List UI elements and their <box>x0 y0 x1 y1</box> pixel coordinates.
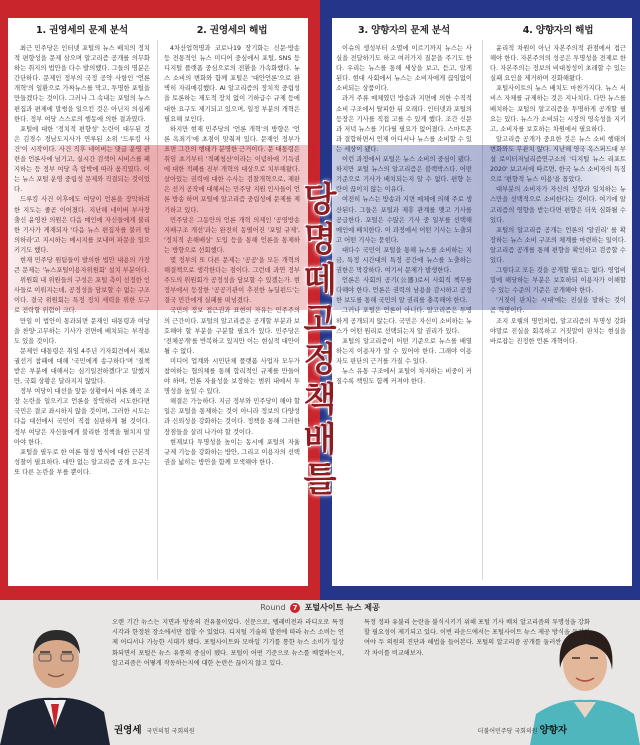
paragraph: 여전히 뉴스는 방송과 지면 매체에 의해 주로 생산된다. 그들은 포털과 제휴 관계를 맺고 기사를 공급한다. 포털은 수많은 기사 중 일부를 선택해 메인에 배치한다. 이 과정에서 어떤 기사는 노출되고 어떤 기사는 묻힌다. <box>336 196 472 244</box>
paragraph: 대부분의 소비자가 자신의 성향과 일치하는 뉴스만을 선택적으로 소비한다는 것이다. 여기에 알고리즘의 영향을 받는다면 편향은 더욱 심화될 수 있다. <box>490 186 626 224</box>
paragraph: 국민의 정보 접근권과 표현의 자유는 민주주의의 근간이다. 포털의 알고리즘은 공개할 부분과 보호해야 할 부분을 구분할 필요가 있다. 민주당은 '전체공개'를 반복하고 있지만 이는 현실적 대안이 될 수 없다. <box>164 307 300 355</box>
banner-char: 책 <box>303 380 337 420</box>
banner-char: 당 <box>303 180 337 220</box>
column-4-heading: 4. 양향자의 해법 <box>522 25 594 36</box>
paragraph: 알고리즘 공개가 중요한 것은 뉴스 소비 행태의 변화와도 무관치 않다. 지난해 영국 옥스퍼드대 부설 로이터저널리즘연구소의 '디지털 뉴스 리포트 2020' 보고서에 따르면, 한국 뉴스 소비자의 특징으로 '편향적 뉴스 이용'을 꼽았다. <box>490 135 626 184</box>
caption-right <box>418 722 570 736</box>
right-article-panel <box>332 18 632 586</box>
intro-text-left: 오랜 기간 뉴스는 지면과 방송의 전유물이었다. 신문으로, 텔레비전과 라디오로 특정 시각과 한정된 장소에서만 접할 수 있었다. 디지털 기술의 발전에 따라 뉴스 소비는 언제 어디서나 가능한 시대가 됐다. 포털사이트와 모바일 기기를 통한 뉴스 소비가 일상화되면서 포털은 뉴스 유통의 중심이 됐다. 포털이 어떤 기준으로 뉴스를 배열하는지, 알고리즘은 어떻게 작동하는지에 대한 논란은 끊이지 않고 있다. <box>112 619 344 667</box>
banner-char: 배 <box>303 420 337 460</box>
banner-char: 명 <box>303 220 337 260</box>
column-3-heading: 3. 양향자의 문제 분석 <box>358 25 450 36</box>
paragraph: 이슈의 생성부터 소멸에 이르기까지 뉴스는 사실을 전달하기도 하고 여러가지 질문을 주기도 한다. 우리는 뉴스를 통해 세상을 보고, 듣고, 알게 된다. 현대 사회에서 뉴스는 소비자에게 끊임없이 소비되는 상품이다. <box>336 45 472 93</box>
round-number-badge: 7 <box>290 603 300 613</box>
person-name-right: 양향자 <box>539 725 567 736</box>
column-1-heading: 1. 권영세의 문제 분석 <box>36 25 128 36</box>
left-article-panel <box>8 18 308 586</box>
column-divider <box>482 40 483 580</box>
paragraph: 문제인 대통령은 취임 4주년 기자회견에서 재보궐선거 참패에 대해 '국민에게 송구하다'며 '질책 받은 부분에 대해서는 심기일전하겠다'고 말했지만, 국회 상황은 달라지지 않았다. <box>14 347 150 386</box>
paragraph: 민주당은 그동안의 언론 개혁 의제인 '공영방송 지배구조 개선'과는 완전히 동떨어진 '포털 규제', '정치적 손해배상' 도입 등을 통해 언론을 통제하는 방향으로 선회했다. <box>164 216 300 254</box>
intro-text-right: 특정 정파 유불리 논란을 불식시키기 위해 포털 기사 배치 알고리즘의 투명성을 강화할 필요성이 제기되고 있다. 이번 라운드에서는 포털사이트 뉴스 제공 방식을 둘러싼 여야 두 의원의 진단과 해법을 들어본다. 포털의 알고리즘 공개를 둘러싼 양측의 시각 차이를 비교해보자. <box>364 619 590 657</box>
vertical-banner-title <box>296 180 344 500</box>
column-4 <box>490 18 626 586</box>
paragraph: 현재보다 투명성을 높이는 동시에 포털의 자율 규제 기능을 강화하는 방안, 그리고 이용자의 선택권을 넓히는 방안을 함께 모색해야 한다. <box>164 438 300 466</box>
banner-char: 정 <box>303 340 337 380</box>
person-title-left: 국민의힘 국회의원 <box>146 728 195 735</box>
paragraph: 포털을 필두로 한 여론 형성 방식에 대한 근본적 성찰이 필요하다. 대안 없는 알고리즘 공개 요구는 또 다른 논란을 부를 뿐이다. <box>14 448 150 476</box>
paragraph: 뉴스 유통 구조에서 포털이 차지하는 비중이 커질수록 책임도 함께 커져야 한다. <box>336 368 472 386</box>
banner-char: 고 <box>303 300 337 340</box>
paragraph: 조지 오웰의 명언처럼, 알고리즘의 투명성 강화야말로 진실을 회복하고 거짓말이 판치는 현실을 바로잡는 진정한 언론 개혁이다. <box>490 317 626 345</box>
round-header <box>0 602 640 613</box>
paragraph: 하지만 현재 민주당의 '언론 개혁'의 방향은 '언론 옥죄기'에 초점이 맞춰져 있다. 문재인 정부가 표면 그간의 행태가 분명한 근거이다. 문 대통령은 취임 초기부터 '적폐청산'이라는 이념하에 기득권에 대한 적폐를 진부 개혁의 대상으로 치부해왔다. 살아있는 권력에 대한 수사는 검찰개혁으로, 재판은 선거 공작에 대해서는 민주당 지원 인사들이 언론 방송 하며 포털에 알고리즘 중립성에 문제를 제기하고 있다. <box>164 125 300 214</box>
paragraph: 포털에 대한 '정치적 편향성' 논란이 대두된 것은 김경수 경남도지사가 연루된 소위 '드루킹 사건'이 시작이다. 사건 직후 네이버는 댓글 운영 관련을 언론사에 넘기고, 실시간 검색어 서비스를 폐지하는 등 정부 여당 측 압박에 따라 움직였다. 이는 뉴스 포털 운영 중립성 문제와 직결되는 것이었다. <box>14 125 150 194</box>
round-title: 포털사이트 뉴스 제공 <box>304 603 380 612</box>
column-3 <box>336 18 472 586</box>
column-2-heading: 2. 권영세의 해법 <box>196 25 268 36</box>
paragraph: 윤리적 차원이 아닌 자본주의적 관점에서 접근해야 한다. 자본주의의 성공은 투명성을 전제로 한다. 자본주의는 정보의 비대칭성이 초래할 수 있는 실패 요인을 제거하며 진화해왔다. <box>490 45 626 83</box>
paragraph: 포털의 알고리즘 공개는 언론의 '알권리' 를 확장하는 뉴스 소비 구조의 체계를 마련하는 일이다. 알고리즘 공개를 통해 편향을 확인하고 검증할 수 있다. <box>490 226 626 264</box>
round-label: Round <box>260 603 286 612</box>
paragraph: 그렇다고 모든 것을 공개할 필요는 없다. 영업비밀에 해당하는 부분은 보호하되 이용자가 이해할 수 있는 수준의 기준은 공개해야 한다. <box>490 267 626 295</box>
paragraph: 드루킹 사건 이후에도 여당이 언론을 장악하려 한 지도는 줄곧 이어졌다. 지난해 네이버 부사장 출신 윤영찬 의원은 다음 메인에 자신들에게 불리한 기사가 게재되자 '다음 뉴스 편집자를 불러 항의하라'고 지시하는 메시지를 보내며 파문을 일으키기도 했다. <box>14 196 150 254</box>
paragraph: 포털사이트의 뉴스 배치도 마찬가지다. 뉴스 서비스 자체를 규제하는 것은 지나치다. 다만 뉴스를 배치하는 포털의 알고리즘을 투명하게 공개할 필요는 있다. 뉴스가 소비되는 시장의 영속성을 지키고, 소비자를 보호하는 차원에서 필요하다. <box>490 85 626 133</box>
caption-left <box>114 722 195 736</box>
paragraph: 대다수 국민이 포털을 통해 뉴스를 소비하는 지금, 특정 시간대의 특정 공간에 뉴스를 노출하는 권한은 막강하다. 여기서 문제가 발생한다. <box>336 246 472 275</box>
banner-char: 떼 <box>303 260 337 300</box>
portrait-left <box>0 618 110 745</box>
paragraph: 해결은 가능하다. 지금 정부와 민주당이 해야 할 일은 포털을 통제하는 것이 아니라 정보의 다양성과 신뢰성을 강화하는 것이다. 정책을 통해 그러한 장점들을 살려 나가야 할 것이다. <box>164 398 300 436</box>
person-title-right: 더불어민주당 국회의원 <box>477 728 538 735</box>
paragraph: 이런 과정에서 포털은 뉴스 소비의 중심이 됐다. 하지만 포털 뉴스의 알고리즘은 블랙박스다. 어떤 기준으로 기사가 배치되는지 알 수 없다. 편향 논란이 끊이지 않는 이유다. <box>336 156 472 194</box>
person-name-left: 권영세 <box>114 725 142 736</box>
column-1 <box>14 18 150 586</box>
paragraph: 몇 정부의 또 다른 문제는 '공공'을 모든 개혁의 해결책으로 생각한다는 점이다. 그런데 과연 정부 주도의 위원회가 공정성을 담보할 수 있겠는가. 현 정부에서 등장한 '공공기관이 추진한 뉴딜펀드'는 결국 민간에게 실패를 떠넘겼다. <box>164 256 300 305</box>
paragraph: '거짓이 판치는 시대'에는 진실을 말하는 것이 곧 혁명이다. <box>490 297 626 315</box>
column-2 <box>164 18 300 586</box>
paragraph: 현재 민주당 원팀들이 발의한 법안 내용의 가장 큰 문제는 '뉴스포털이용자위원회' 설치 부분이다. <box>14 256 150 275</box>
paragraph: 과거 주류 매체였던 방송과 지면에 의한 수직적 소비 구조에서 탈피한 뒤 오래다. 인터넷과 포털의 등장은 기사를 직접 고를 수 있게 했다. 조간 신문과 저녁 뉴스를 기다릴 필요가 없어졌다. 스마트폰과 결합하면서 언제 어디서나 뉴스를 소비할 수 있는 세상이 됐다. <box>336 95 472 153</box>
paragraph: 정부 여당이 대선을 앞둔 상황에서 여론 왜곡 조장 논란을 일으키고 언론을 장악하려 시도한다면 국민은 결코 좌시하지 않을 것이며, 그러한 시도는 다음 대선에서 국민이 직접 심판하게 될 것이다. 정부 여당은 자신들에게 불리한 정책을 펼치지 말아야 한다. <box>14 388 150 446</box>
paragraph: 위원회 내 위원들의 구성은 포털 측이 선정한 인사들로 이뤄지는데, 공정성을 담보할 수 없는 구조이다. 결국 위원회는 특정 정치 세력을 위한 도구로 전락할 위험이 크다. <box>14 277 150 315</box>
paragraph: 만일 이 법안이 통과되면 문재인 대통령과 여당을 찬양·고무하는 기사가 전면에 배치되는 부작용도 있을 것이다. <box>14 317 150 345</box>
paragraph: 4차산업혁명과 코로나19 장기화는 신문·방송 등 전통적인 뉴스 미디어 중심에서 포털, SNS 등 디지털 플랫폼 중심으로의 전환을 가속화했다. 뉴스 소비의 변화와 함께 포털은 '대안언론'으로 완벽히 자리매김했다. AI 알고리즘의 정치적 중립성을 토론하는 제도적 장치 없이 기하급수 규제 등에 대한 요구도 제기되고 있으며, 일정 부분의 개혁은 필요해 보인다. <box>164 45 300 123</box>
paragraph: 미디어 업계와 시민단체 플랫폼 사업자 모두가 참여하는 협의체를 통해 합리적인 규제를 만들어야 하며, 언론 자율성을 보장하는 범위 내에서 투명성을 높일 수 있다. <box>164 357 300 396</box>
paragraph: 최근 민주당은 인터넷 포털의 뉴스 배치의 정치적 편향성을 문제 삼으며 알고리즘 공개를 의무화하는 취지의 법안을 다수 발의했다. 그들의 명분은 간단하다. 문제인 정부의 국정 공약 사항인 '언론개혁'의 일환으로 가짜뉴스를 막고, 투명한 포털을 만들겠다는 것이다. 그러나 그 속내는 포털의 뉴스 편집과 편제에 말썽을 일으킨 것은 아닌지 의심케 한다. 정부 여당 스스로의 행동에 의한 결과였다. <box>14 45 150 123</box>
paragraph: 포털의 알고리즘이 어떤 기준으로 뉴스를 배열하는지 이용자가 알 수 있어야 한다. 그래야 이용자도 판단의 근거를 가질 수 있다. <box>336 337 472 365</box>
paragraph: 언론은 사회의 공기(公器)로서 사회적 책무를 다해야 한다. 언론은 권력의 남용을 감시하고 공정한 보도를 통해 국민의 알 권리를 충족해야 한다. <box>336 277 472 305</box>
banner-char: 틀 <box>303 460 337 500</box>
column-divider <box>157 40 158 580</box>
paragraph: 그러나 포털은 언론이 아니다. 알고리즘은 투명하게 공개되지 않는다. 국민은 자신이 소비하는 뉴스가 어떤 원리로 선택되는지 알 권리가 있다. <box>336 307 472 335</box>
